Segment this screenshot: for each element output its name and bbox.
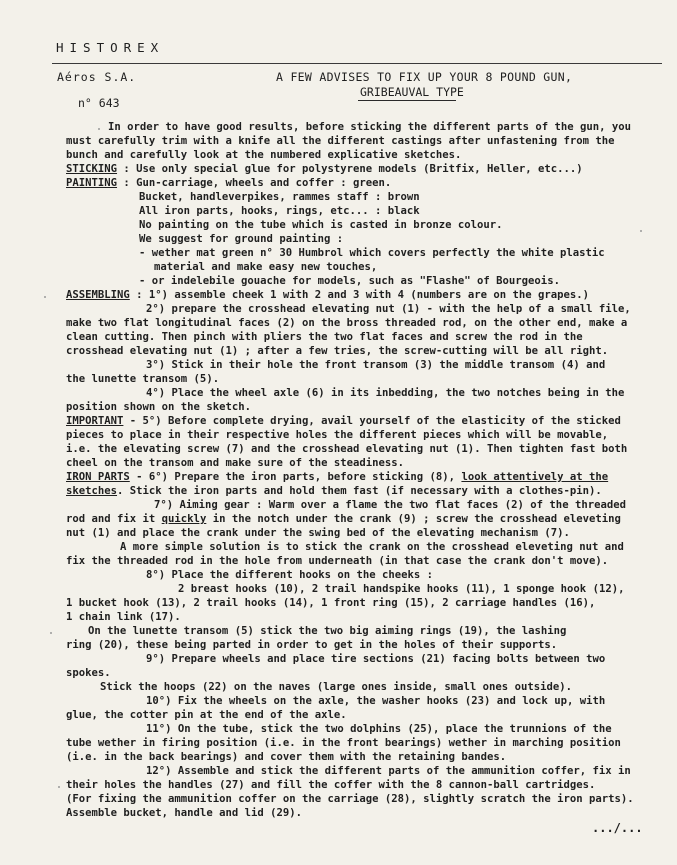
text-line: 7°) Aiming gear : Warm over a flame the two flat faces (2) of the threaded <box>154 499 626 511</box>
header-rule <box>52 63 662 64</box>
text-line: bunch and carefully look at the numbered explicative sketches. <box>66 149 462 161</box>
text-line <box>66 415 621 428</box>
important-text: - 5°) Before complete drying, avail yourself of the elasticity of the sticked <box>123 415 621 427</box>
text-line <box>66 177 391 190</box>
text-line: nut (1) and place the crank under the swing bed of the elevating mechanism (7). <box>66 527 570 539</box>
iron-parts-label: IRON PARTS <box>66 471 130 483</box>
text-line: All iron parts, hooks, rings, etc... : black <box>139 205 420 217</box>
brand-name: HISTOREX <box>56 40 165 55</box>
sticking-text: : Use only special glue for polystyrene models (Britfix, Heller, etc...) <box>117 163 583 175</box>
text-line: We suggest for ground painting : <box>139 233 344 245</box>
text-line: 1 bucket hook (13), 2 trail hooks (14), 1 front ring (15), 2 carriage handles (16), <box>66 597 596 609</box>
document-subtitle: GRIBEAUVAL TYPE <box>360 85 464 99</box>
text-segment: in the notch under the crank (9) ; screw the crosshead eleveting <box>206 513 621 525</box>
document-title: A FEW ADVISES TO FIX UP YOUR 8 POUND GUN, <box>276 70 573 84</box>
text-line <box>66 289 589 302</box>
painting-text: : Gun-carriage, wheels and coffer : green. <box>117 177 392 189</box>
text-line: Bucket, handleverpikes, rammes staff : brown <box>139 191 420 203</box>
text-line: glue, the cotter pin at the end of the axle. <box>66 709 347 721</box>
scan-speck <box>640 230 642 232</box>
iron-parts-text: - 6°) Prepare the iron parts, before sticking (8), <box>129 471 462 483</box>
text-line: (For fixing the ammunition coffer on the carriage (28), slightly scratch the iron parts). <box>66 793 634 805</box>
text-line <box>66 471 608 484</box>
text-line: Stick the hoops (22) on the naves (large ones inside, small ones outside). <box>100 681 572 693</box>
text-line: No painting on the tube which is casted in bronze colour. <box>139 219 503 231</box>
sketches-text: . Stick the iron parts and hold them fast (if necessary with a clothes-pin). <box>117 485 602 497</box>
text-line: fix the threaded rod in the hole from underneath (in that case the crank don't move). <box>66 555 609 567</box>
text-line <box>66 163 583 176</box>
text-line: On the lunette transom (5) stick the two big aiming rings (19), the lashing <box>88 625 567 637</box>
text-line: ring (20), these being parted in order to get in the holes of their supports. <box>66 639 558 651</box>
quickly-emphasis: quickly <box>161 513 207 525</box>
assembling-text: : 1°) assemble cheek 1 with 2 and 3 with 4 (numbers are on the grapes.) <box>129 289 589 301</box>
sketches-emphasis: sketches <box>66 485 118 497</box>
text-line: 3°) Stick in their hole the front transom (3) the middle transom (4) and <box>146 359 606 371</box>
text-line: 4°) Place the wheel axle (6) in its inbedding, the two notches being in the <box>146 387 625 399</box>
text-line: 1 chain link (17). <box>66 611 181 623</box>
subtitle-underline <box>358 100 456 101</box>
continued-marker: .../... <box>592 821 643 835</box>
text-line: 11°) On the tube, stick the two dolphins (25), place the trunnions of the <box>146 723 612 735</box>
text-line: - wether mat green n° 30 Humbrol which covers perfectly the white plastic <box>139 247 605 259</box>
text-line: 2 breast hooks (10), 2 trail handspike hooks (11), 1 sponge hook (12), <box>178 583 625 595</box>
assembling-label: ASSEMBLING <box>66 289 130 301</box>
text-line: 9°) Prepare wheels and place tire sections (21) facing bolts between two <box>146 653 606 665</box>
scan-speck <box>44 296 46 298</box>
text-line: i.e. the elevating screw (7) and the crosshead elevating nut (1). Then tighten fast both <box>66 443 628 455</box>
text-line: - or indelebile gouache for models, such as "Flashe" of Bourgeois. <box>139 275 560 287</box>
text-line: 8°) Place the different hooks on the cheeks : <box>146 569 434 581</box>
important-label: IMPORTANT <box>66 415 124 427</box>
text-line: material and make easy new touches, <box>154 261 378 273</box>
text-line: 2°) prepare the crosshead elevating nut (1) - with the help of a small file, <box>146 303 631 315</box>
text-line: make two flat longitudinal faces (2) on the bross threaded rod, on the other end, make a <box>66 317 628 329</box>
scan-speck <box>58 786 60 788</box>
text-line: spokes. <box>66 667 111 679</box>
reference-number: n° 643 <box>78 96 120 110</box>
text-line: the lunette transom (5). <box>66 373 220 385</box>
sticking-label: STICKING <box>66 163 118 175</box>
text-line: pieces to place in their respective holes the different pieces which will be movable, <box>66 429 609 441</box>
scan-speck <box>50 632 52 634</box>
company-name: Aéros S.A. <box>57 70 137 84</box>
iron-parts-emphasis: look attentively at the <box>461 471 609 483</box>
text-line: Assemble bucket, handle and lid (29). <box>66 807 302 819</box>
scan-speck <box>98 128 100 130</box>
text-line: (i.e. in the back bearings) and cover them with the retaining bandes. <box>66 751 507 763</box>
text-line: cheel on the transom and make sure of the steadiness. <box>66 457 405 469</box>
text-line: their holes the handles (27) and fill the coffer with the 8 cannon-ball cartridges. <box>66 779 596 791</box>
text-segment: rod and fix it <box>66 513 162 525</box>
text-line: position shown on the sketch. <box>66 401 251 413</box>
text-line: A more simple solution is to stick the crank on the crosshead eleveting nut and <box>120 541 624 553</box>
text-line: 10°) Fix the wheels on the axle, the washer hooks (23) and lock up, with <box>146 695 606 707</box>
text-line: tube wether in firing position (i.e. in the front bearings) wether in marching position <box>66 737 621 749</box>
text-line: 12°) Assemble and stick the different parts of the ammunition coffer, fix in <box>146 765 631 777</box>
text-line: must carefully trim with a knife all the different castings after unfastening from the <box>66 135 615 147</box>
text-line: crosshead elevating nut (1) ; after a few tries, the screw-cutting will be all right. <box>66 345 609 357</box>
text-line <box>66 485 602 498</box>
text-line: In order to have good results, before sticking the different parts of the gun, you <box>108 121 631 133</box>
text-line <box>66 513 621 526</box>
painting-label: PAINTING <box>66 177 118 189</box>
text-line: clean cutting. Then pinch with pliers the two flat faces and screw the rod in the <box>66 331 583 343</box>
